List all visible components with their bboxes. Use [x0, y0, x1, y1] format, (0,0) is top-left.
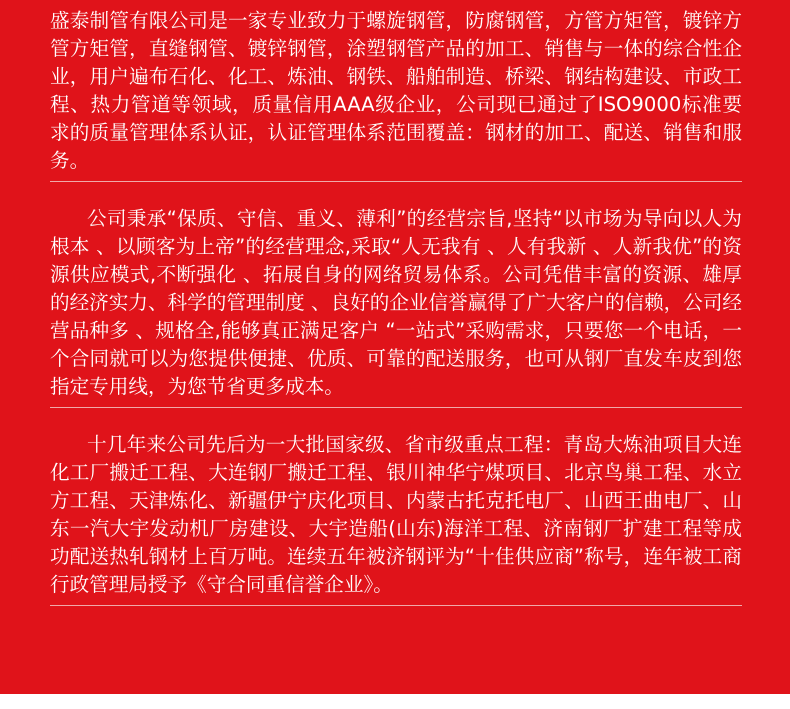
divider-line	[50, 407, 742, 408]
divider-line	[50, 181, 742, 182]
intro-paragraph-projects: 十几年来公司先后为一大批国家级、省市级重点工程：青岛大炼油项目大连化工厂搬迁工程、大连钢厂搬迁工程、银川神华宁煤项目、北京鸟巢工程、水立方工程、天津炼化、新疆伊宁庆化项目、内蒙古托克托电厂、山西王曲电厂、山东一汽大宇发动机厂房建设、大宇造船(山东)海洋工程、济南钢厂扩建工程等成功配送热轧钢材上百万吨。连续五年被济钢评为“十佳供应商”称号，连年被工商行政管理局授予《守合同重信誉企业》。	[50, 433, 742, 596]
intro-paragraph-business-scope: 盛泰制管有限公司是一家专业致力于螺旋钢管，防腐钢管，方管方矩管，镀锌方管方矩管，直缝钢管、镀锌钢管，涂塑钢管产品的加工、销售与一体的综合性企业，用户遍布石化、化工、炼油、钢铁、船舶制造、桥梁、钢结构建设、市政工程、热力管道等领域，质量信用AAA级企业，公司现已通过了ISO9000标准要求的质量管理体系认证，认证管理体系范围覆盖：钢材的加工、配送、销售和服务。	[50, 9, 742, 172]
intro-paragraph-philosophy: 公司秉承“保质、守信、重义、薄利”的经营宗旨,坚持“以市场为导向以人为根本 、以顾客为上帝”的经营理念,采取“人无我有 、人有我新 、人新我优”的资源供应模式,不断强化 、拓展自身的网络贸易体系。公司凭借丰富的资源、雄厚的经济实力、科学的管理制度 、良好的企业信誉赢得了广大客户的信赖，公司经营品种多 、规格全,能够真正满足客户 “一站式”采购需求，只要您一个电话，一个合同就可以为您提供便捷、优质、可靠的配送服务，也可从钢厂直发车皮到您指定专用线，为您节省更多成本。	[50, 207, 743, 398]
divider-line	[50, 605, 742, 606]
